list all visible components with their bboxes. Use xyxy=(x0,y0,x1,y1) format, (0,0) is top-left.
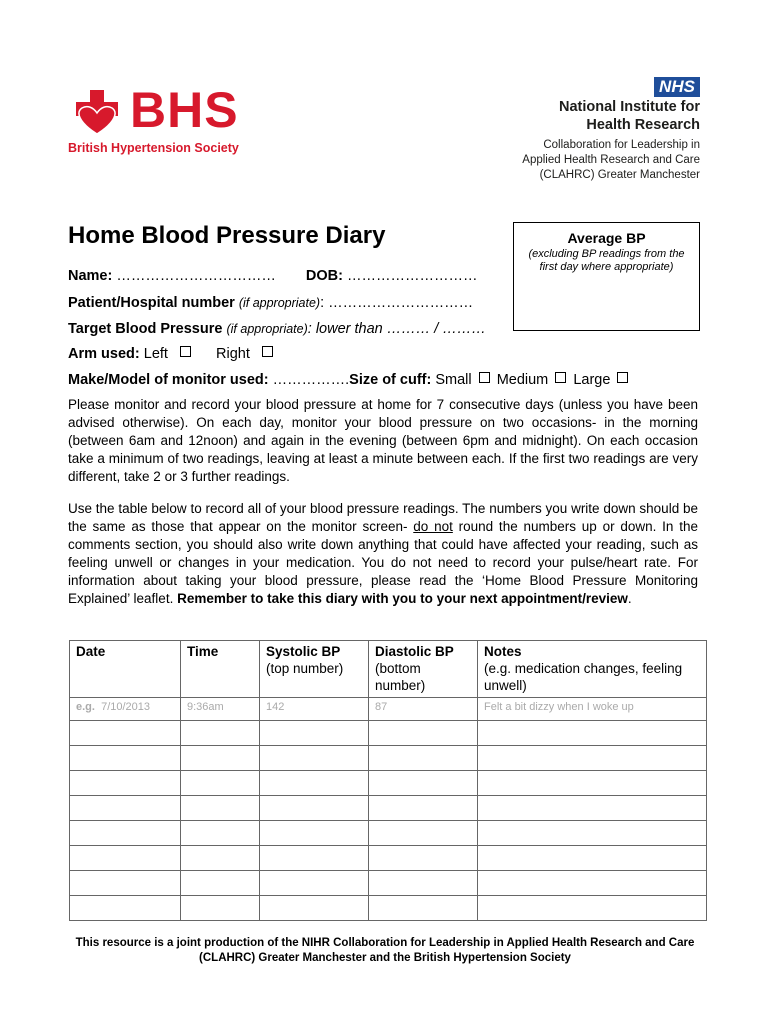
arm-right-checkbox[interactable] xyxy=(262,346,273,357)
notes-cell[interactable] xyxy=(478,821,707,846)
dob-label: DOB: xyxy=(305,268,343,284)
date-cell[interactable] xyxy=(70,771,181,796)
systolic-cell[interactable] xyxy=(260,721,369,746)
table-row xyxy=(70,721,707,746)
cuff-small-checkbox[interactable] xyxy=(479,372,490,383)
table-row xyxy=(70,796,707,821)
average-bp-note: (excluding BP readings from the first day where appropriate) xyxy=(528,248,685,273)
notes-cell[interactable] xyxy=(478,871,707,896)
systolic-cell[interactable] xyxy=(260,896,369,921)
nihr-name: National Institute for Health Research xyxy=(559,99,700,133)
monitor-cuff-row xyxy=(68,372,631,388)
notes-cell[interactable] xyxy=(478,896,707,921)
cuff-large-checkbox[interactable] xyxy=(617,372,628,383)
arm-left-checkbox[interactable] xyxy=(180,346,191,357)
nhs-badge: NHS xyxy=(654,77,700,97)
target-bp-note: (if appropriate) xyxy=(226,322,308,336)
patient-number-note: (if appropriate) xyxy=(238,296,321,310)
notes-cell[interactable] xyxy=(478,721,707,746)
footer-credit: This resource is a joint production of the NIHR Collaboration for Leadership in Applied Health Research and Care (CLAHRC) Greater Manchester and the British Hypertension Society xyxy=(75,937,695,964)
systolic-cell[interactable] xyxy=(260,796,369,821)
time-cell[interactable] xyxy=(181,871,260,896)
target-bp-field[interactable]: : lower than ……… / ……… xyxy=(307,321,486,337)
page-title: Home Blood Pressure Diary xyxy=(68,222,386,249)
table-row xyxy=(70,746,707,771)
cuff-label: Size of cuff: xyxy=(349,372,432,388)
systolic-cell[interactable] xyxy=(260,746,369,771)
header-diastolic: Diastolic BP (bottom number) xyxy=(369,641,478,698)
average-bp-title: Average BP xyxy=(567,230,646,246)
table-instructions-paragraph: Use the table below to record all of your blood pressure readings. The numbers you write down should be the same as those that appear on the monitor screen- do not round the numbers up or down. In the comments section, you should also write down anything that could have affected your reading, such as feeling unwell or changes in your medication. You do not need to record your pulse/heart rate. For information about taking your blood pressure, please read the ‘Home Blood Pressure Monitoring Explained’ leaflet. Remember to take this diary with you to your next appointment/review. xyxy=(68,501,698,606)
date-cell[interactable] xyxy=(70,721,181,746)
monitor-field[interactable]: ……………. xyxy=(272,372,350,388)
date-cell[interactable] xyxy=(70,796,181,821)
systolic-cell[interactable] xyxy=(260,846,369,871)
diastolic-cell[interactable] xyxy=(369,796,478,821)
average-bp-box[interactable] xyxy=(513,222,700,331)
notes-cell[interactable] xyxy=(478,846,707,871)
example-systolic: 142 xyxy=(260,698,369,721)
time-cell[interactable] xyxy=(181,821,260,846)
table-row xyxy=(70,896,707,921)
diastolic-cell[interactable] xyxy=(369,846,478,871)
date-cell[interactable] xyxy=(70,821,181,846)
heart-hand-icon xyxy=(68,88,126,136)
bp-diary-table xyxy=(69,640,707,921)
name-label: Name: xyxy=(68,268,113,284)
diastolic-cell[interactable] xyxy=(369,871,478,896)
table-row xyxy=(70,821,707,846)
diastolic-cell[interactable] xyxy=(369,746,478,771)
notes-cell[interactable] xyxy=(478,746,707,771)
target-bp-row xyxy=(68,321,486,337)
time-cell[interactable] xyxy=(181,771,260,796)
header-date: Date xyxy=(70,641,181,698)
systolic-cell[interactable] xyxy=(260,771,369,796)
arm-used-row xyxy=(68,346,276,362)
cuff-small-label: Small xyxy=(435,372,472,388)
arm-right-label: Right xyxy=(216,346,250,362)
diastolic-cell[interactable] xyxy=(369,896,478,921)
bhs-logo xyxy=(68,82,268,166)
arm-left-label: Left xyxy=(143,346,168,362)
example-notes: Felt a bit dizzy when I woke up xyxy=(478,698,707,721)
example-date: e.g. 7/10/2013 xyxy=(70,698,181,721)
table-row xyxy=(70,871,707,896)
cuff-medium-checkbox[interactable] xyxy=(555,372,566,383)
example-diastolic: 87 xyxy=(369,698,478,721)
arm-used-label: Arm used: xyxy=(68,346,140,362)
systolic-cell[interactable] xyxy=(260,821,369,846)
time-cell[interactable] xyxy=(181,721,260,746)
name-dob-row xyxy=(68,268,477,284)
date-cell[interactable] xyxy=(70,746,181,771)
bhs-wordmark: BHS xyxy=(130,82,239,138)
patient-number-field[interactable]: : ………………………… xyxy=(320,295,474,311)
dob-field[interactable]: ……………………… xyxy=(346,268,478,284)
diastolic-cell[interactable] xyxy=(369,771,478,796)
time-cell[interactable] xyxy=(181,746,260,771)
header-systolic: Systolic BP (top number) xyxy=(260,641,369,698)
diastolic-cell[interactable] xyxy=(369,821,478,846)
example-time: 9:36am xyxy=(181,698,260,721)
monitor-label: Make/Model of monitor used: xyxy=(68,372,269,388)
patient-number-row xyxy=(68,295,473,311)
diastolic-cell[interactable] xyxy=(369,721,478,746)
time-cell[interactable] xyxy=(181,896,260,921)
header-notes: Notes (e.g. medication changes, feeling unwell) xyxy=(478,641,707,698)
notes-cell[interactable] xyxy=(478,771,707,796)
time-cell[interactable] xyxy=(181,796,260,821)
table-header-row xyxy=(70,641,707,698)
patient-number-label: Patient/Hospital number xyxy=(68,295,235,311)
systolic-cell[interactable] xyxy=(260,871,369,896)
date-cell[interactable] xyxy=(70,846,181,871)
cuff-medium-label: Medium xyxy=(496,372,549,388)
date-cell[interactable] xyxy=(70,871,181,896)
table-row xyxy=(70,771,707,796)
date-cell[interactable] xyxy=(70,896,181,921)
cuff-large-label: Large xyxy=(573,372,611,388)
example-row xyxy=(70,698,707,721)
instructions-paragraph: Please monitor and record your blood pressure at home for 7 consecutive days (unless you have been advised otherwise). On each day, monitor your blood pressure on two occasions- in the morning (between 6am and 12noon) and again in the evening (between 6pm and midnight). On each occasion take a minimum of two readings, leaving at least a minute between each. If the first two readings are very different, take 2 or 3 further readings. xyxy=(68,397,698,484)
time-cell[interactable] xyxy=(181,846,260,871)
bhs-subtitle: British Hypertension Society xyxy=(68,141,239,155)
nihr-subtitle: Collaboration for Leadership in Applied Health Research and Care (CLAHRC) Greater Manchester xyxy=(522,139,700,181)
table-row xyxy=(70,846,707,871)
target-bp-label: Target Blood Pressure xyxy=(68,321,223,337)
name-field[interactable]: …………………………… xyxy=(116,268,276,284)
notes-cell[interactable] xyxy=(478,796,707,821)
header-time: Time xyxy=(181,641,260,698)
